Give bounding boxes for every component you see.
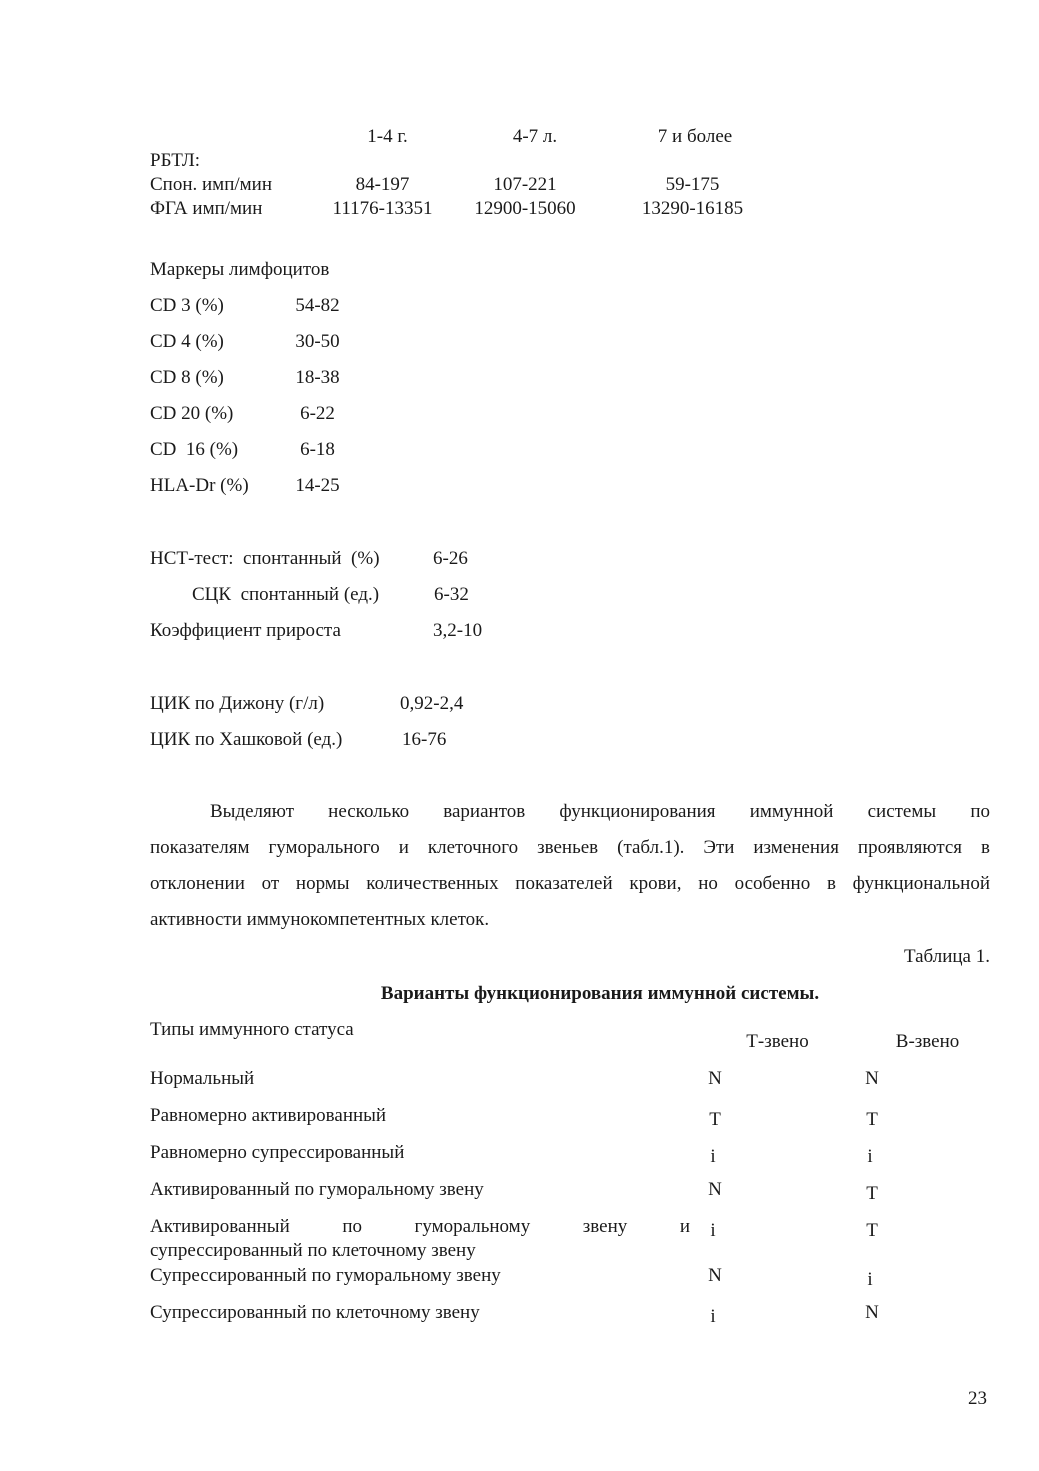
marker-value: 54-82 (295, 295, 340, 316)
marker-value: 30-50 (295, 331, 340, 352)
marker-label: CD 20 (%) (150, 403, 234, 424)
paragraph-line: Выделяют несколько вариантов функционирования иммунной системы по (210, 801, 990, 822)
rbtl-label: РБТЛ: (150, 150, 201, 171)
rbtl-value: 11176-13351 (332, 198, 433, 219)
rbtl-value: 12900-15060 (474, 198, 576, 219)
cik-label: ЦИК по Дижону (г/л) (150, 693, 325, 714)
nst-label: СЦК спонтанный (ед.) (192, 584, 380, 605)
nst-value: 3,2-10 (433, 620, 483, 641)
paragraph-line: отклонении от нормы количественных показателей крови, но особенно в функциональной (150, 873, 990, 894)
table-row-type: Активированный по гуморальному звену и (150, 1216, 690, 1237)
rbtl-col-header-1: 1-4 г. (367, 126, 408, 147)
rbtl-value: 13290-16185 (641, 198, 744, 219)
table-row-b: N (865, 1302, 879, 1323)
table-row-type: Равномерно супрессированный (150, 1142, 405, 1163)
markers-title: Маркеры лимфоцитов (150, 259, 330, 280)
table-row-b: T (866, 1183, 878, 1204)
table-row-b: T (866, 1220, 878, 1241)
table-row-b: i (867, 1146, 873, 1167)
table-row-type: Супрессированный по гуморальному звену (150, 1265, 501, 1286)
rbtl-col-header-3: 7 и более (657, 126, 733, 147)
table-row-t: N (708, 1068, 722, 1089)
table-header-t: Т-звено (746, 1031, 809, 1052)
table-row-b: N (865, 1068, 879, 1089)
marker-value: 18-38 (295, 367, 340, 388)
table-header-type: Типы иммунного статуса (150, 1019, 354, 1040)
marker-value: 6-18 (300, 439, 335, 460)
rbtl-value: 107-221 (493, 174, 557, 195)
nst-label: Коэффициент прироста (150, 620, 341, 641)
table-header-b: В-звено (895, 1031, 960, 1052)
paragraph-line: показателям гуморального и клеточного звеньев (табл.1). Эти изменения проявляются в (150, 837, 990, 858)
rbtl-value: 84-197 (355, 174, 410, 195)
table-row-t: N (708, 1265, 722, 1286)
table-row-type-cont: супрессированный по клеточному звену (150, 1240, 476, 1261)
table-row-t: i (710, 1146, 716, 1167)
marker-label: HLA-Dr (%) (150, 475, 249, 496)
table-row-t: i (710, 1306, 716, 1327)
table-row-b: T (866, 1109, 878, 1130)
table-row-type: Активированный по гуморальному звену (150, 1179, 484, 1200)
marker-value: 6-22 (300, 403, 335, 424)
table-label: Таблица 1. (903, 946, 990, 967)
table-row-t: N (708, 1179, 722, 1200)
cik-label: ЦИК по Хашковой (ед.) (150, 729, 343, 750)
rbtl-row-label: ФГА имп/мин (150, 198, 263, 219)
nst-value: 6-26 (433, 548, 468, 569)
marker-label: CD 4 (%) (150, 331, 224, 352)
paragraph-line: активности иммунокомпетентных клеток. (150, 909, 490, 930)
table-row-type: Супрессированный по клеточному звену (150, 1302, 480, 1323)
page-number: 23 (968, 1388, 987, 1409)
cik-value: 0,92-2,4 (400, 693, 464, 714)
rbtl-row-label: Спон. имп/мин (150, 174, 273, 195)
nst-value: 6-32 (434, 584, 469, 605)
table-row-type: Равномерно активированный (150, 1105, 387, 1126)
marker-label: CD 8 (%) (150, 367, 224, 388)
table-row-t: T (709, 1109, 721, 1130)
rbtl-value: 59-175 (665, 174, 720, 195)
marker-label: CD 16 (%) (150, 439, 239, 460)
table-row-b: i (867, 1269, 873, 1290)
nst-label: НСТ-тест: спонтанный (%) (150, 548, 380, 569)
table-row-type: Нормальный (150, 1068, 255, 1089)
table-title: Варианты функционирования иммунной системы. (380, 983, 820, 1004)
table-row-t: i (710, 1220, 716, 1241)
cik-value: 16-76 (402, 729, 447, 750)
rbtl-col-header-2: 4-7 л. (512, 126, 558, 147)
marker-label: CD 3 (%) (150, 295, 224, 316)
marker-value: 14-25 (295, 475, 340, 496)
